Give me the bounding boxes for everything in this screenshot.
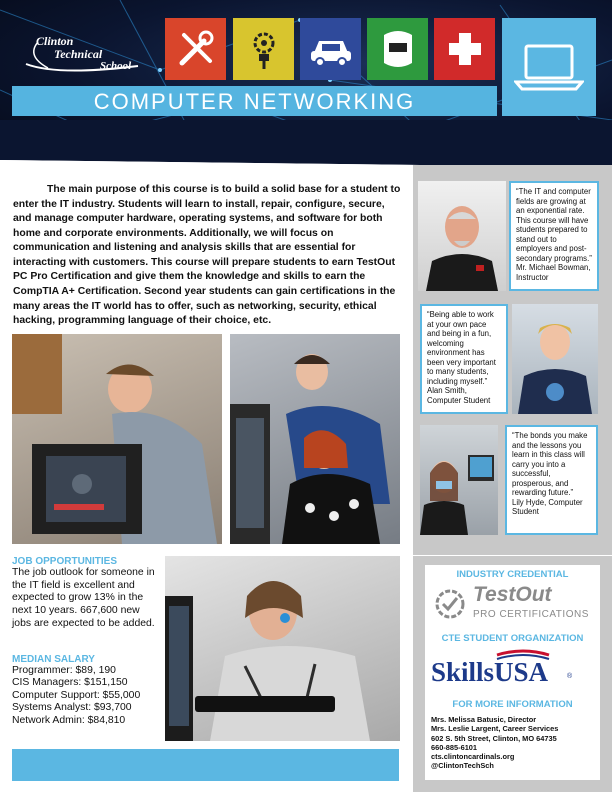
contact-social-handle[interactable]: @ClintonTechSch xyxy=(431,761,494,771)
student-quote-alan xyxy=(420,304,508,414)
skillsusa-logo-mark: ® xyxy=(567,673,573,680)
photo-student-typing xyxy=(165,556,400,741)
credential-heading: INDUSTRY CREDENTIAL xyxy=(456,569,569,580)
medical-cross-icon xyxy=(434,18,495,80)
instructor-photo xyxy=(418,181,506,291)
contact-director: Mrs. Melissa Batusic, Director xyxy=(431,715,537,724)
contact-career-services: Mrs. Leslie Largent, Career Services xyxy=(431,724,559,734)
car-icon xyxy=(300,18,361,80)
job-opportunities-heading: JOB OPPORTUNITIES xyxy=(12,556,118,567)
testout-logo-main: TestOut xyxy=(473,583,552,606)
contact-address: 602 S. 5th Street, Clinton, MO 64735 xyxy=(431,733,557,743)
tools-icon xyxy=(165,18,226,80)
logo-word-1: Clinton xyxy=(36,34,74,48)
page-title: COMPUTER NETWORKING xyxy=(93,89,416,114)
logo-word-3: School xyxy=(100,60,132,72)
quote-text: “The IT and computer fields are growing at an exponential rate. This course will have students prepared to stand out to employers and post-secondary programs.” xyxy=(516,187,592,263)
student-quote-lily xyxy=(505,425,598,535)
quote-author: Alan Smith, Computer Student xyxy=(427,386,491,405)
salary-row: Systems Analyst: $93,700 xyxy=(12,702,132,714)
skillsusa-logo-text: SkillsUSA xyxy=(431,657,549,687)
median-salary-heading: MEDIAN SALARY xyxy=(12,654,95,665)
footer-accent-bar xyxy=(12,749,399,781)
student-photo-alan xyxy=(512,304,598,414)
contact-phone[interactable]: 660-885-6101 xyxy=(431,742,478,752)
more-info-heading: FOR MORE INFORMATION xyxy=(452,699,573,710)
info-panel xyxy=(425,565,600,780)
engineering-gear-icon xyxy=(233,18,294,80)
job-opportunities-text: The job outlook for someone in the IT field is excellent and expected to grow 13% in the next 10 years. 667,600 new jobs are expected to be added. xyxy=(12,567,155,629)
welding-helmet-icon xyxy=(367,18,428,80)
testout-logo xyxy=(433,583,597,627)
header-wedge xyxy=(0,120,612,165)
photo-student-building-pc xyxy=(12,334,222,544)
salary-row: Network Admin: $84,810 xyxy=(12,714,126,726)
page-title-bar xyxy=(12,86,497,116)
median-salary-section xyxy=(12,654,157,727)
salary-row: Programmer: $89, 190 xyxy=(12,665,116,676)
photo-students-at-workstation xyxy=(230,334,400,544)
contact-details xyxy=(431,715,599,771)
laptop-icon xyxy=(502,18,596,116)
salary-row: Computer Support: $55,000 xyxy=(12,689,141,701)
contact-website[interactable]: cts.clintoncardinals.org xyxy=(431,752,515,761)
logo-word-2: Technical xyxy=(54,47,103,61)
testout-logo-sub: PRO CERTIFICATIONS xyxy=(473,609,589,620)
quote-author: Lily Hyde, Computer Student xyxy=(512,497,583,516)
student-photo-lily xyxy=(420,425,498,535)
quote-text: “The bonds you make and the lessons you learn in this class will carry you into a successful, prosperous, and rewarding future.” xyxy=(512,431,588,497)
school-logo xyxy=(18,30,148,80)
instructor-quote xyxy=(509,181,599,291)
job-opportunities-section xyxy=(12,556,157,630)
skillsusa-logo xyxy=(431,649,595,689)
quote-author: Mr. Michael Bowman, Instructor xyxy=(516,263,591,282)
org-heading: CTE STUDENT ORGANIZATION xyxy=(441,633,584,644)
salary-row: CIS Managers: $151,150 xyxy=(12,677,128,689)
course-description: The main purpose of this course is to build a solid base for a student to enter the IT industry. Students will learn to install, repair, configure, secure, and manage computer hardware, operating systems, and software for both home and corporate environments. Additionally, we will focus on communication and listening and analysis skills that are essential for interacting with customers. This course will prepare students to earn TestOut PC Pro Certification and give them the knowledge and skills to earn the CompTIA A+ Certification. Second year students can gain certifications in the many areas the IT world has to offer, such as networking, security, ethical hacking, programming language of their choice, etc. xyxy=(13,184,401,327)
quote-text: “Being able to work at your own pace and being in a fun, welcoming environment has been very important to many students, including myself.” xyxy=(427,310,496,386)
testout-badge-icon xyxy=(435,589,465,619)
